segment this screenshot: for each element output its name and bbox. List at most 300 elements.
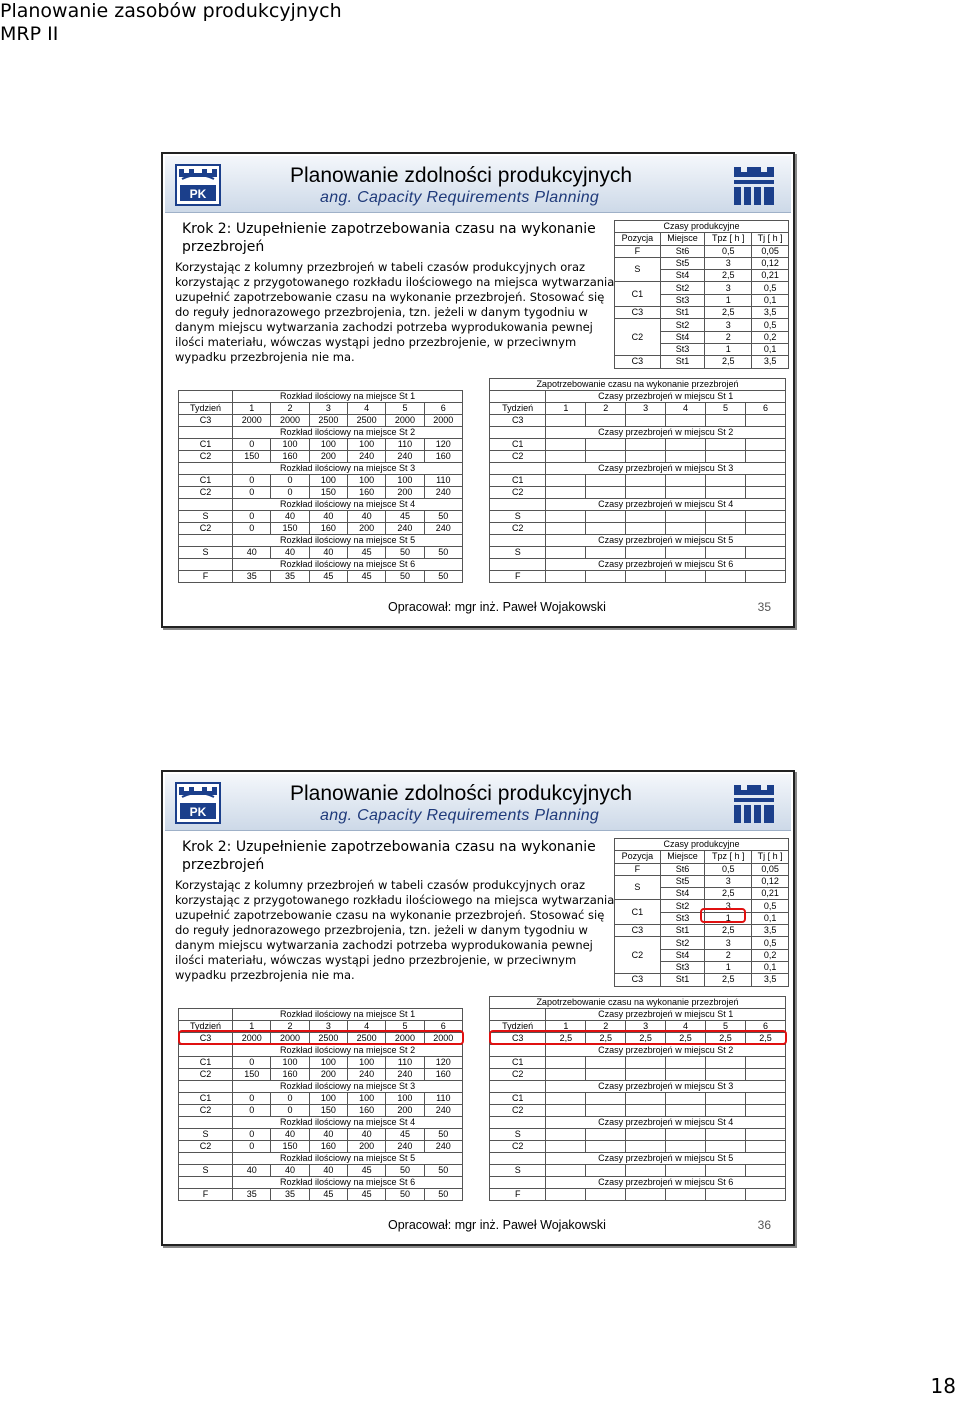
prod-cell: 3	[705, 257, 752, 269]
section-title-row	[179, 535, 463, 547]
prod-cell: 0,21	[752, 270, 789, 282]
prod-row	[615, 925, 789, 937]
instruction-text: Korzystając z kolumny przezbrojeń w tabeli czasów produkcyjnych oraz korzystając z przygotowanego rozkładu ilościowego na miejsca wytwarzania uzupełnić zapotrzebowanie czasu na wykonanie przezbrojeń. Stosować się do reguły jednorazowego przezbrojenia, tzn. jeżeli w danym tygodniu w danym miejscu wytwarzania zachodzi potrzeba wyprodukowania pewnej ilości materiału, wówczas wystąpi jedno przezbrojenie, w przeciwnym wypadku przezbrojenia nie ma.	[175, 260, 615, 364]
document-title: Planowanie zasobów produkcyjnych	[0, 0, 342, 22]
prod-cell: C3	[615, 925, 661, 937]
item-cell: F	[179, 1189, 233, 1201]
prod-header-cell: Miejsce	[660, 851, 704, 863]
prod-title-row	[615, 839, 789, 851]
value-cell: 240	[386, 1141, 424, 1153]
empty-cell	[179, 1009, 233, 1021]
slide-banner	[165, 156, 791, 213]
main-title-row	[490, 379, 786, 391]
value-cell	[706, 1069, 746, 1081]
week-header: 1	[233, 1021, 271, 1033]
value-cell	[745, 1069, 785, 1081]
prod-cell: C1	[615, 282, 661, 307]
value-cell: 150	[309, 1105, 347, 1117]
data-row	[490, 547, 786, 559]
value-cell: 50	[424, 1189, 462, 1201]
value-cell: 0	[271, 475, 309, 487]
value-cell	[706, 511, 746, 523]
prod-cell: 0,5	[705, 245, 752, 257]
item-cell: C2	[490, 1105, 546, 1117]
value-cell: 0	[233, 511, 271, 523]
value-cell	[745, 487, 785, 499]
highlight-c3-tpz	[700, 908, 746, 923]
section-title-row	[179, 1153, 463, 1165]
section-title-row	[490, 1153, 786, 1165]
prod-cell: 3,5	[752, 974, 789, 986]
empty-cell	[179, 1081, 233, 1093]
value-cell	[546, 1057, 586, 1069]
section-title-row	[490, 391, 786, 403]
prod-cell: 0,05	[752, 863, 789, 875]
value-cell	[666, 1069, 706, 1081]
value-cell: 100	[386, 1093, 424, 1105]
value-cell	[745, 1141, 785, 1153]
section-title: Czasy przezbrojeń w miejscu St 5	[546, 1153, 786, 1165]
prod-cell: 1	[705, 912, 752, 924]
prod-cell: 3	[705, 282, 752, 294]
value-cell: 240	[386, 1069, 424, 1081]
empty-cell	[179, 559, 233, 571]
section-title: Rozkład ilościowy na miejsce St 4	[233, 499, 463, 511]
data-row	[179, 1057, 463, 1069]
pk-logo-icon	[174, 163, 222, 207]
step-heading: Krok 2: Uzupełnienie zapotrzebowania czasu na wykonanie przezbrojeń	[182, 221, 596, 255]
week-header: 2	[586, 1021, 626, 1033]
value-cell: 200	[348, 1141, 386, 1153]
item-cell: C2	[179, 1141, 233, 1153]
value-cell: 35	[233, 1189, 271, 1201]
prod-cell: C2	[615, 937, 661, 974]
item-cell: C1	[490, 475, 546, 487]
value-cell	[626, 487, 666, 499]
value-cell	[745, 415, 785, 427]
value-cell: 200	[348, 523, 386, 535]
section-title: Rozkład ilościowy na miejsce St 5	[233, 535, 463, 547]
value-cell: 160	[309, 523, 347, 535]
empty-cell	[179, 1177, 233, 1189]
value-cell	[706, 475, 746, 487]
setup-time-table	[489, 378, 786, 583]
value-cell: 35	[271, 571, 309, 583]
section-title-row	[179, 463, 463, 475]
prod-cell: St5	[660, 875, 704, 887]
prod-cell: St1	[660, 356, 704, 368]
slide-number: 35	[757, 600, 771, 614]
empty-cell	[490, 391, 546, 403]
value-cell	[666, 1057, 706, 1069]
prod-cell: 3,5	[752, 307, 789, 319]
week-header: 6	[424, 403, 462, 415]
prod-cell: St6	[660, 245, 704, 257]
value-cell	[546, 1069, 586, 1081]
item-cell: C2	[179, 451, 233, 463]
prod-header-cell: Tj [ h ]	[752, 233, 789, 245]
prod-header-cell: Tpz [ h ]	[705, 233, 752, 245]
value-cell: 100	[348, 439, 386, 451]
value-cell: 45	[386, 1129, 424, 1141]
value-cell	[706, 1129, 746, 1141]
value-cell	[745, 547, 785, 559]
prod-table-title: Czasy produkcyjne	[615, 221, 789, 233]
value-cell	[745, 1093, 785, 1105]
value-cell: 240	[424, 523, 462, 535]
item-cell: C1	[179, 1057, 233, 1069]
value-cell: 110	[424, 1093, 462, 1105]
empty-cell	[179, 1117, 233, 1129]
section-title-row	[179, 427, 463, 439]
value-cell: 150	[271, 1141, 309, 1153]
setup-table-title: Zapotrzebowanie czasu na wykonanie przezbrojeń	[490, 379, 786, 391]
item-cell: S	[179, 511, 233, 523]
item-cell: C2	[490, 1141, 546, 1153]
week-label: Tydzień	[179, 1021, 233, 1033]
prod-cell: 0,2	[752, 331, 789, 343]
value-cell	[706, 451, 746, 463]
item-cell: C3	[179, 415, 233, 427]
item-cell: C2	[179, 487, 233, 499]
value-cell	[706, 571, 746, 583]
empty-cell	[490, 463, 546, 475]
value-cell	[626, 1165, 666, 1177]
data-row	[179, 571, 463, 583]
item-cell: C2	[179, 1069, 233, 1081]
section-title-row	[490, 463, 786, 475]
value-cell: 160	[271, 451, 309, 463]
value-cell	[666, 1093, 706, 1105]
data-row	[179, 1093, 463, 1105]
prod-cell: 0,21	[752, 888, 789, 900]
value-cell	[666, 439, 706, 451]
value-cell	[586, 1093, 626, 1105]
data-row	[490, 1141, 786, 1153]
week-header: 5	[706, 1021, 746, 1033]
value-cell	[546, 1165, 586, 1177]
value-cell	[586, 1105, 626, 1117]
value-cell: 110	[386, 439, 424, 451]
value-cell	[586, 1069, 626, 1081]
prod-cell: St2	[660, 282, 704, 294]
value-cell: 50	[424, 511, 462, 523]
week-header: 6	[424, 1021, 462, 1033]
week-label: Tydzień	[179, 403, 233, 415]
value-cell: 110	[386, 1057, 424, 1069]
prod-cell: 3	[705, 900, 752, 912]
prod-cell: 0,5	[705, 863, 752, 875]
value-cell: 0	[271, 487, 309, 499]
data-row	[179, 511, 463, 523]
prod-cell: 3,5	[752, 925, 789, 937]
prod-row	[615, 863, 789, 875]
value-cell	[666, 475, 706, 487]
item-cell: C2	[490, 451, 546, 463]
value-cell: 0	[233, 1105, 271, 1117]
week-header-row	[490, 403, 786, 415]
value-cell: 100	[271, 1057, 309, 1069]
data-row	[179, 523, 463, 535]
value-cell: 100	[386, 475, 424, 487]
data-row	[179, 1105, 463, 1117]
prod-cell: 2,5	[705, 270, 752, 282]
value-cell: 50	[424, 1129, 462, 1141]
setup-time-table	[489, 996, 786, 1201]
item-cell: C1	[490, 1093, 546, 1105]
value-cell: 40	[309, 1129, 347, 1141]
value-cell	[745, 571, 785, 583]
empty-cell	[179, 535, 233, 547]
value-cell: 45	[386, 511, 424, 523]
empty-cell	[490, 1117, 546, 1129]
value-cell	[706, 1057, 746, 1069]
data-row	[490, 1189, 786, 1201]
prod-header-cell: Pozycja	[615, 233, 661, 245]
prod-cell: St1	[660, 974, 704, 986]
data-row	[490, 475, 786, 487]
section-title-row	[179, 1177, 463, 1189]
prod-cell: St4	[660, 270, 704, 282]
week-header: 1	[546, 403, 586, 415]
value-cell	[745, 523, 785, 535]
prod-cell: S	[615, 257, 661, 282]
highlight-setup-result	[489, 1030, 787, 1045]
value-cell: 240	[424, 487, 462, 499]
week-header: 3	[309, 1021, 347, 1033]
week-header: 4	[348, 403, 386, 415]
empty-cell	[490, 559, 546, 571]
prod-row	[615, 257, 789, 269]
value-cell: 160	[309, 1141, 347, 1153]
value-cell: 2,5	[745, 1033, 785, 1045]
section-title-row	[490, 499, 786, 511]
section-title: Czasy przezbrojeń w miejscu St 6	[546, 1177, 786, 1189]
section-title-row	[490, 1117, 786, 1129]
prod-cell: St4	[660, 331, 704, 343]
data-row	[179, 1069, 463, 1081]
value-cell	[666, 547, 706, 559]
empty-cell	[490, 499, 546, 511]
value-cell: 120	[424, 439, 462, 451]
value-cell: 45	[309, 1189, 347, 1201]
week-header: 2	[586, 403, 626, 415]
value-cell: 2000	[233, 415, 271, 427]
data-row	[179, 547, 463, 559]
empty-cell	[179, 1045, 233, 1057]
prod-cell: 0,1	[752, 961, 789, 973]
prod-cell: 2,5	[705, 356, 752, 368]
value-cell	[626, 571, 666, 583]
value-cell: 2000	[424, 1033, 462, 1045]
value-cell: 40	[309, 547, 347, 559]
value-cell	[586, 451, 626, 463]
prod-cell: St3	[660, 912, 704, 924]
data-row	[179, 1129, 463, 1141]
value-cell: 200	[386, 487, 424, 499]
value-cell	[546, 547, 586, 559]
value-cell	[706, 439, 746, 451]
value-cell: 100	[348, 1093, 386, 1105]
value-cell: 240	[348, 1069, 386, 1081]
prod-cell: 0,1	[752, 343, 789, 355]
value-cell: 120	[424, 1057, 462, 1069]
prod-header-cell: Tpz [ h ]	[705, 851, 752, 863]
data-row	[179, 451, 463, 463]
value-cell	[745, 1129, 785, 1141]
value-cell	[706, 487, 746, 499]
item-cell: S	[490, 547, 546, 559]
section-title-row	[490, 1009, 786, 1021]
value-cell	[626, 415, 666, 427]
value-cell	[586, 1057, 626, 1069]
item-cell: S	[179, 547, 233, 559]
prod-cell: C3	[615, 974, 661, 986]
value-cell	[666, 1129, 706, 1141]
prod-cell: C1	[615, 900, 661, 925]
value-cell: 50	[386, 547, 424, 559]
section-title: Rozkład ilościowy na miejsce St 2	[233, 1045, 463, 1057]
section-title-row	[179, 1009, 463, 1021]
value-cell: 200	[386, 1105, 424, 1117]
value-cell: 2000	[271, 415, 309, 427]
prod-cell: 0,2	[752, 949, 789, 961]
data-row	[490, 415, 786, 427]
prod-cell: 3	[705, 937, 752, 949]
week-header: 4	[666, 1021, 706, 1033]
week-label: Tydzień	[490, 403, 546, 415]
step-heading: Krok 2: Uzupełnienie zapotrzebowania czasu na wykonanie przezbrojeń	[182, 839, 596, 873]
item-cell: C2	[490, 487, 546, 499]
data-row	[490, 1105, 786, 1117]
data-row	[490, 451, 786, 463]
section-title-row	[490, 1081, 786, 1093]
week-header: 1	[546, 1021, 586, 1033]
value-cell	[706, 1141, 746, 1153]
value-cell	[666, 511, 706, 523]
value-cell: 50	[386, 571, 424, 583]
value-cell	[666, 1105, 706, 1117]
castle-logo-icon	[731, 779, 777, 827]
section-title-row	[490, 559, 786, 571]
section-title-row	[179, 559, 463, 571]
quantity-distribution-table	[178, 390, 463, 583]
value-cell	[546, 415, 586, 427]
value-cell	[626, 439, 666, 451]
value-cell: 50	[386, 1165, 424, 1177]
value-cell	[745, 1165, 785, 1177]
value-cell	[745, 475, 785, 487]
data-row	[490, 511, 786, 523]
value-cell	[586, 439, 626, 451]
value-cell	[586, 547, 626, 559]
prod-cell: 0,5	[752, 319, 789, 331]
prod-cell: 3	[705, 875, 752, 887]
slide-banner	[165, 774, 791, 831]
value-cell: 50	[386, 1189, 424, 1201]
week-header: 3	[626, 1021, 666, 1033]
svg-text:PK: PK	[189, 805, 207, 819]
section-title: Czasy przezbrojeń w miejscu St 4	[546, 499, 786, 511]
item-cell: C1	[179, 1093, 233, 1105]
empty-cell	[179, 463, 233, 475]
value-cell	[546, 1105, 586, 1117]
prod-cell: St2	[660, 900, 704, 912]
value-cell: 45	[348, 571, 386, 583]
value-cell: 40	[309, 1165, 347, 1177]
prod-cell: F	[615, 245, 661, 257]
value-cell: 150	[309, 487, 347, 499]
value-cell	[546, 1189, 586, 1201]
prod-cell: 1	[705, 343, 752, 355]
value-cell	[586, 1189, 626, 1201]
prod-cell: St3	[660, 294, 704, 306]
value-cell	[666, 487, 706, 499]
prod-cell: 0,1	[752, 294, 789, 306]
value-cell	[586, 487, 626, 499]
data-row	[490, 487, 786, 499]
value-cell: 200	[309, 1069, 347, 1081]
empty-cell	[179, 391, 233, 403]
value-cell: 0	[233, 439, 271, 451]
item-cell: C1	[179, 475, 233, 487]
prod-cell: 2,5	[705, 888, 752, 900]
prod-header-cell: Miejsce	[660, 233, 704, 245]
value-cell: 35	[233, 571, 271, 583]
value-cell	[745, 1189, 785, 1201]
empty-cell	[490, 1045, 546, 1057]
item-cell: C3	[490, 1033, 546, 1045]
value-cell: 0	[271, 1093, 309, 1105]
value-cell: 40	[309, 511, 347, 523]
empty-cell	[179, 499, 233, 511]
section-title: Rozkład ilościowy na miejsce St 1	[233, 1009, 463, 1021]
prod-cell: 2,5	[705, 974, 752, 986]
prod-cell: 2	[705, 331, 752, 343]
instruction-text: Korzystając z kolumny przezbrojeń w tabeli czasów produkcyjnych oraz korzystając z przygotowanego rozkładu ilościowego na miejsca wytwarzania uzupełnić zapotrzebowanie czasu na wykonanie przezbrojeń. Stosować się do reguły jednorazowego przezbrojenia, tzn. jeżeli w danym tygodniu w danym miejscu wytwarzania zachodzi potrzeba wyprodukowania pewnej ilości materiału, wówczas wystąpi jedno przezbrojenie, w przeciwnym wypadku przezbrojenia nie ma.	[175, 878, 615, 982]
section-title-row	[179, 1117, 463, 1129]
prod-cell: St1	[660, 307, 704, 319]
value-cell: 240	[386, 523, 424, 535]
prod-cell: S	[615, 875, 661, 900]
section-title: Czasy przezbrojeń w miejscu St 6	[546, 559, 786, 571]
week-header: 2	[271, 1021, 309, 1033]
section-title-row	[490, 1045, 786, 1057]
document-header	[0, 0, 342, 46]
value-cell: 45	[348, 1165, 386, 1177]
prod-row	[615, 974, 789, 986]
value-cell: 100	[348, 475, 386, 487]
slide-number: 36	[757, 1218, 771, 1232]
value-cell	[546, 487, 586, 499]
value-cell	[626, 1105, 666, 1117]
value-cell	[546, 451, 586, 463]
value-cell: 2500	[348, 1033, 386, 1045]
empty-cell	[179, 1153, 233, 1165]
value-cell	[546, 523, 586, 535]
page-number: 18	[930, 1374, 956, 1398]
section-title: Czasy przezbrojeń w miejscu St 3	[546, 1081, 786, 1093]
value-cell: 2000	[424, 415, 462, 427]
value-cell	[666, 1189, 706, 1201]
prod-cell: St3	[660, 961, 704, 973]
section-title-row	[179, 499, 463, 511]
prod-cell: St2	[660, 319, 704, 331]
item-cell: S	[490, 511, 546, 523]
section-title: Rozkład ilościowy na miejsce St 2	[233, 427, 463, 439]
value-cell	[586, 1165, 626, 1177]
slide-title: Planowanie zdolności produkcyjnych	[290, 164, 633, 187]
